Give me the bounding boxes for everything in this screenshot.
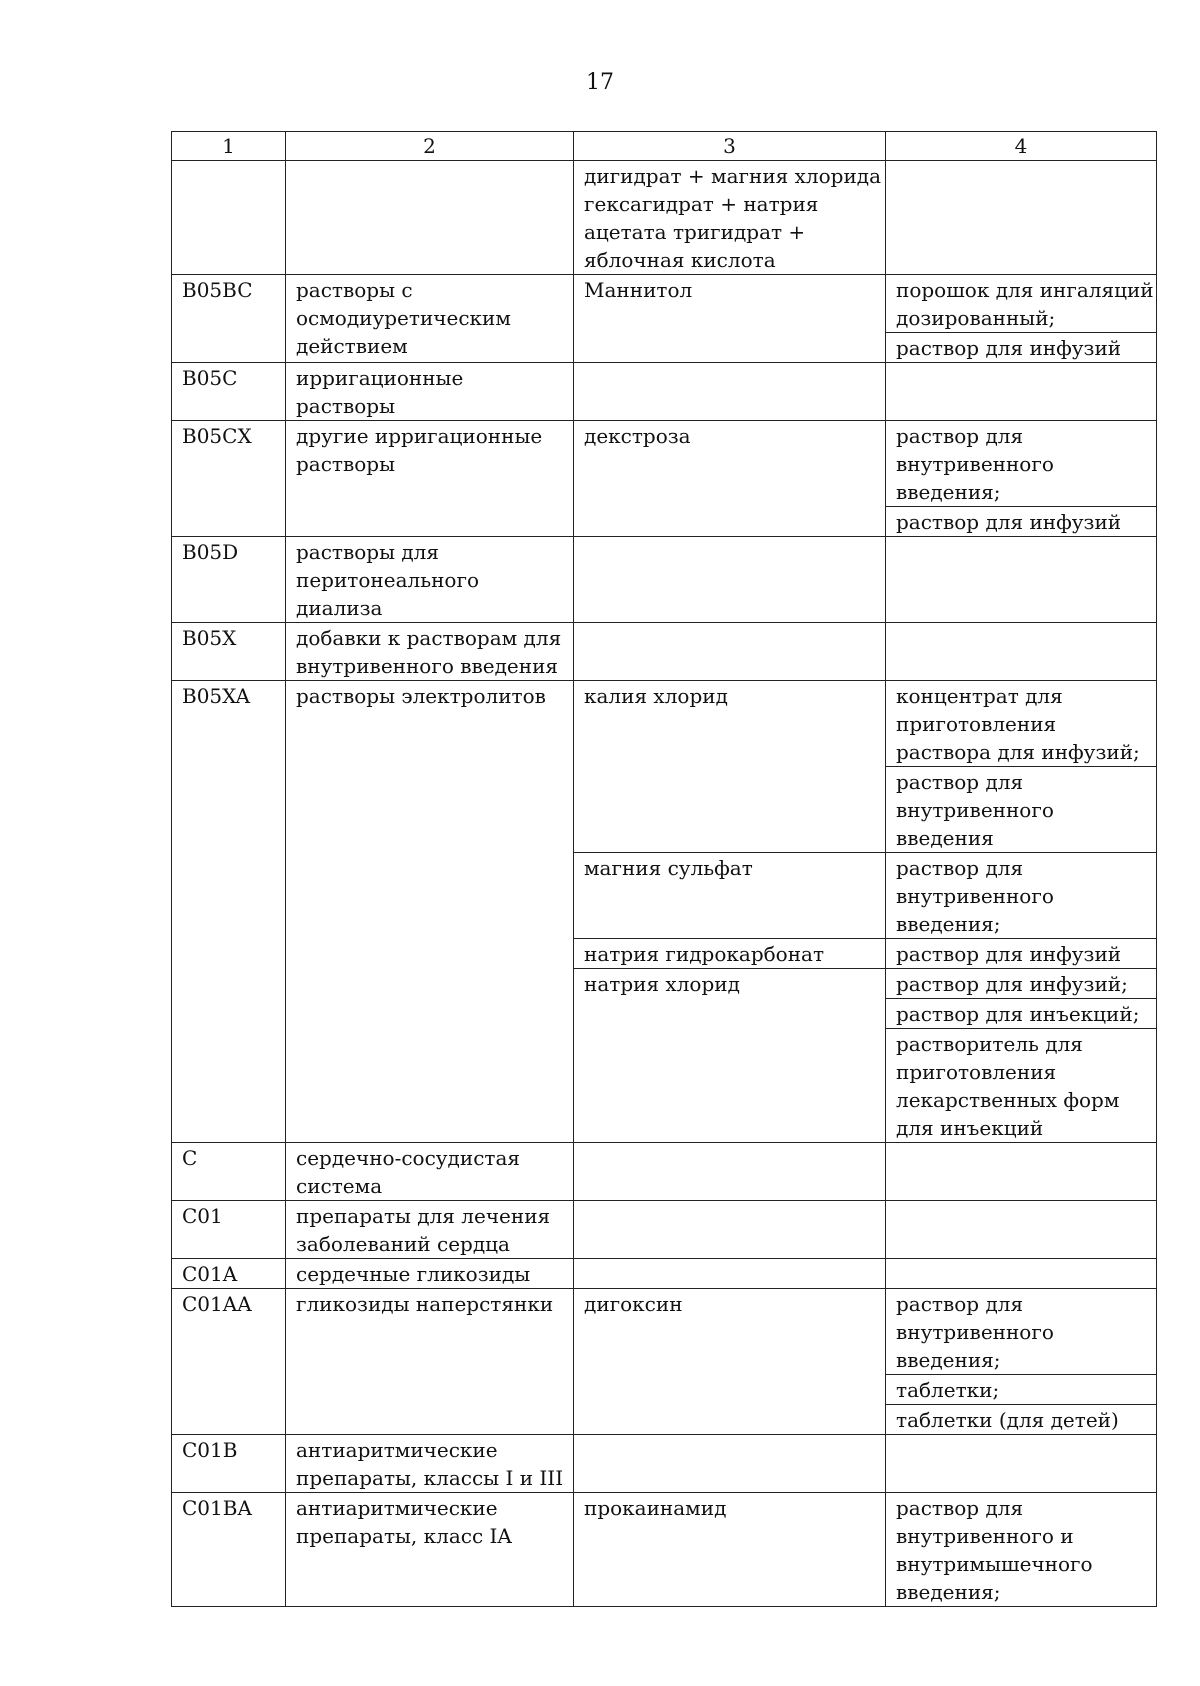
atc-code-cell xyxy=(172,161,286,275)
dosage-form xyxy=(886,332,1156,362)
dosage-forms-cell xyxy=(886,537,1157,623)
group-name-cell xyxy=(286,421,574,537)
atc-code: B05CX xyxy=(182,424,252,448)
group-name-line: диализа xyxy=(296,596,383,620)
dosage-forms-cell xyxy=(886,1493,1157,1607)
dosage-form xyxy=(886,853,1156,938)
drug-name-line: Маннитол xyxy=(584,278,693,302)
dosage-form-line: таблетки; xyxy=(896,1378,1000,1402)
group-name-line: препараты, класс IA xyxy=(296,1524,512,1548)
group-name-line: другие ирригационные xyxy=(296,424,543,448)
group-name-cell xyxy=(286,537,574,623)
group-name-cell xyxy=(286,1493,574,1607)
group-name-line: сердечные гликозиды xyxy=(296,1262,531,1286)
dosage-forms-cell xyxy=(886,1435,1157,1493)
table-row xyxy=(172,1259,1157,1289)
dosage-form-line: растворитель для xyxy=(896,1032,1083,1056)
dosage-form-line: лекарственных форм xyxy=(896,1088,1120,1112)
dosage-form xyxy=(886,766,1156,852)
atc-code-cell xyxy=(172,1493,286,1607)
group-name-line: препараты, классы I и III xyxy=(296,1466,564,1490)
dosage-form-line: раствор для xyxy=(896,770,1024,794)
group-name-line: растворы электролитов xyxy=(296,684,546,708)
dosage-form-line: концентрат для xyxy=(896,684,1063,708)
atc-code-cell xyxy=(172,275,286,363)
atc-code: C01BA xyxy=(182,1496,252,1520)
table-row xyxy=(172,1435,1157,1493)
atc-code: B05XA xyxy=(182,684,251,708)
group-name-line: растворы для xyxy=(296,540,440,564)
dosage-form-line: внутримышечного xyxy=(896,1552,1093,1576)
dosage-form-line: раствор для xyxy=(896,856,1024,880)
atc-code: C01A xyxy=(182,1262,238,1286)
dosage-forms-cell xyxy=(886,969,1157,1143)
drug-name-cell xyxy=(574,363,886,421)
atc-code: C01B xyxy=(182,1438,238,1462)
page-number: 17 xyxy=(586,70,614,95)
dosage-form-line: таблетки (для детей) xyxy=(896,1408,1119,1432)
dosage-form-line: дозированный; xyxy=(896,306,1056,330)
drug-name-line: магния сульфат xyxy=(584,856,753,880)
table-body xyxy=(172,161,1157,1607)
dosage-form-line: введения; xyxy=(896,1348,1001,1372)
group-name-cell xyxy=(286,1289,574,1435)
drug-name-cell xyxy=(574,1493,886,1607)
table-row xyxy=(172,681,1157,853)
group-name-line: осмодиуретическим xyxy=(296,306,511,330)
dosage-form xyxy=(886,421,1156,506)
column-header: 3 xyxy=(574,132,886,161)
dosage-form-line: внутривенного xyxy=(896,452,1054,476)
dosage-form-line: для инъекций xyxy=(896,1116,1044,1140)
dosage-form xyxy=(886,969,1156,998)
dosage-form-line: введения; xyxy=(896,480,1001,504)
atc-code: B05BC xyxy=(182,278,253,302)
atc-code-cell xyxy=(172,1143,286,1201)
atc-code: C01 xyxy=(182,1204,223,1228)
drug-name-cell xyxy=(574,939,886,969)
dosage-form-line: введения; xyxy=(896,912,1001,936)
drug-name-line: гексагидрат + натрия xyxy=(584,192,819,216)
group-name-cell xyxy=(286,1143,574,1201)
drug-name-line: дигоксин xyxy=(584,1292,683,1316)
table-header-row xyxy=(172,132,1157,161)
atc-code: C xyxy=(182,1146,198,1170)
dosage-form xyxy=(886,506,1156,536)
dosage-form-line: раствор для инфузий xyxy=(896,942,1122,966)
dosage-form-line: раствор для xyxy=(896,424,1024,448)
dosage-form-line: внутривенного xyxy=(896,1320,1054,1344)
dosage-form-line: раствор для инфузий xyxy=(896,336,1122,360)
dosage-form xyxy=(886,681,1156,766)
drug-name-cell xyxy=(574,1289,886,1435)
table-row xyxy=(172,421,1157,537)
dosage-form xyxy=(886,1289,1156,1374)
drug-name-line: яблочная кислота xyxy=(584,248,776,272)
group-name-line: растворы с xyxy=(296,278,413,302)
drug-name-line: натрия гидрокарбонат xyxy=(584,942,825,966)
group-name-line: ирригационные xyxy=(296,366,464,390)
group-name-line: заболеваний сердца xyxy=(296,1232,510,1256)
dosage-form-line: приготовления xyxy=(896,712,1057,736)
dosage-forms-cell xyxy=(886,421,1157,537)
atc-code-cell xyxy=(172,421,286,537)
group-name-line: внутривенного введения xyxy=(296,654,559,678)
drug-name-line: калия хлорид xyxy=(584,684,728,708)
drug-name-cell xyxy=(574,421,886,537)
dosage-form-line: раствор для xyxy=(896,1292,1024,1316)
drug-name-cell xyxy=(574,161,886,275)
group-name-line: антиаритмические xyxy=(296,1438,498,1462)
dosage-form-line: введения; xyxy=(896,1580,1001,1604)
atc-code-cell xyxy=(172,363,286,421)
drug-name-line: натрия хлорид xyxy=(584,972,740,996)
table-row xyxy=(172,1289,1157,1435)
drug-name-line: декстроза xyxy=(584,424,691,448)
group-name-cell xyxy=(286,161,574,275)
dosage-form-line: раствор для инфузий xyxy=(896,510,1122,534)
group-name-line: сердечно-сосудистая xyxy=(296,1146,521,1170)
atc-code-cell xyxy=(172,1435,286,1493)
table-row xyxy=(172,537,1157,623)
group-name-cell xyxy=(286,1435,574,1493)
dosage-form xyxy=(886,1374,1156,1404)
atc-code-cell xyxy=(172,623,286,681)
drug-name-line: прокаинамид xyxy=(584,1496,727,1520)
dosage-form-line: раствора для инфузий; xyxy=(896,740,1140,764)
group-name-line: препараты для лечения xyxy=(296,1204,551,1228)
table-row xyxy=(172,1143,1157,1201)
column-header: 2 xyxy=(286,132,574,161)
drug-name-cell xyxy=(574,1201,886,1259)
dosage-forms-cell xyxy=(886,1201,1157,1259)
drug-name-cell xyxy=(574,623,886,681)
dosage-forms-cell xyxy=(886,853,1157,939)
dosage-form-line: раствор для xyxy=(896,1496,1024,1520)
drug-name-line: дигидрат + магния хлорида xyxy=(584,164,882,188)
dosage-form-line: введения xyxy=(896,826,994,850)
dosage-forms-cell xyxy=(886,1289,1157,1435)
dosage-form-line: внутривенного и xyxy=(896,1524,1074,1548)
atc-code-cell xyxy=(172,1259,286,1289)
atc-code-cell xyxy=(172,681,286,1143)
table-row xyxy=(172,623,1157,681)
drug-name-cell xyxy=(574,537,886,623)
atc-code: B05C xyxy=(182,366,238,390)
group-name-cell xyxy=(286,681,574,1143)
drug-name-cell xyxy=(574,1259,886,1289)
dosage-form xyxy=(886,1493,1156,1606)
dosage-forms-cell xyxy=(886,1143,1157,1201)
dosage-form-line: порошок для ингаляций xyxy=(896,278,1154,302)
dosage-form-line: внутривенного xyxy=(896,798,1054,822)
column-header: 1 xyxy=(172,132,286,161)
drug-name-cell xyxy=(574,969,886,1143)
drug-name-cell xyxy=(574,853,886,939)
atc-code-cell xyxy=(172,537,286,623)
group-name-line: гликозиды наперстянки xyxy=(296,1292,554,1316)
group-name-line: система xyxy=(296,1174,383,1198)
atc-code-cell xyxy=(172,1201,286,1259)
atc-code-cell xyxy=(172,1289,286,1435)
dosage-forms-cell xyxy=(886,275,1157,363)
group-name-line: антиаритмические xyxy=(296,1496,498,1520)
group-name-line: действием xyxy=(296,334,408,358)
table-row xyxy=(172,1201,1157,1259)
group-name-cell xyxy=(286,1259,574,1289)
drug-name-cell xyxy=(574,1435,886,1493)
dosage-forms-cell xyxy=(886,161,1157,275)
dosage-form xyxy=(886,275,1156,332)
group-name-cell xyxy=(286,1201,574,1259)
group-name-cell xyxy=(286,623,574,681)
table-row xyxy=(172,161,1157,275)
drug-name-cell xyxy=(574,681,886,853)
table-row xyxy=(172,1493,1157,1607)
group-name-line: растворы xyxy=(296,452,396,476)
drug-name-cell xyxy=(574,1143,886,1201)
dosage-forms-cell xyxy=(886,681,1157,853)
dosage-form xyxy=(886,1028,1156,1142)
atc-code: C01AA xyxy=(182,1292,252,1316)
dosage-form-line: приготовления xyxy=(896,1060,1057,1084)
dosage-form xyxy=(886,939,1156,968)
dosage-form-line: внутривенного xyxy=(896,884,1054,908)
drug-name-line: ацетата тригидрат + xyxy=(584,220,806,244)
group-name-line: перитонеального xyxy=(296,568,479,592)
dosage-forms-cell xyxy=(886,939,1157,969)
group-name-line: растворы xyxy=(296,394,396,418)
group-name-line: добавки к растворам для xyxy=(296,626,562,650)
drug-name-cell xyxy=(574,275,886,363)
drug-table xyxy=(171,131,1157,1607)
dosage-form-line: раствор для инъекций; xyxy=(896,1002,1140,1026)
dosage-form xyxy=(886,1404,1156,1434)
group-name-cell xyxy=(286,363,574,421)
group-name-cell xyxy=(286,275,574,363)
dosage-form-line: раствор для инфузий; xyxy=(896,972,1128,996)
atc-code: B05X xyxy=(182,626,237,650)
dosage-form xyxy=(886,998,1156,1028)
table-row xyxy=(172,275,1157,363)
column-header: 4 xyxy=(886,132,1157,161)
atc-code: B05D xyxy=(182,540,239,564)
dosage-forms-cell xyxy=(886,1259,1157,1289)
dosage-forms-cell xyxy=(886,363,1157,421)
dosage-forms-cell xyxy=(886,623,1157,681)
table-row xyxy=(172,363,1157,421)
